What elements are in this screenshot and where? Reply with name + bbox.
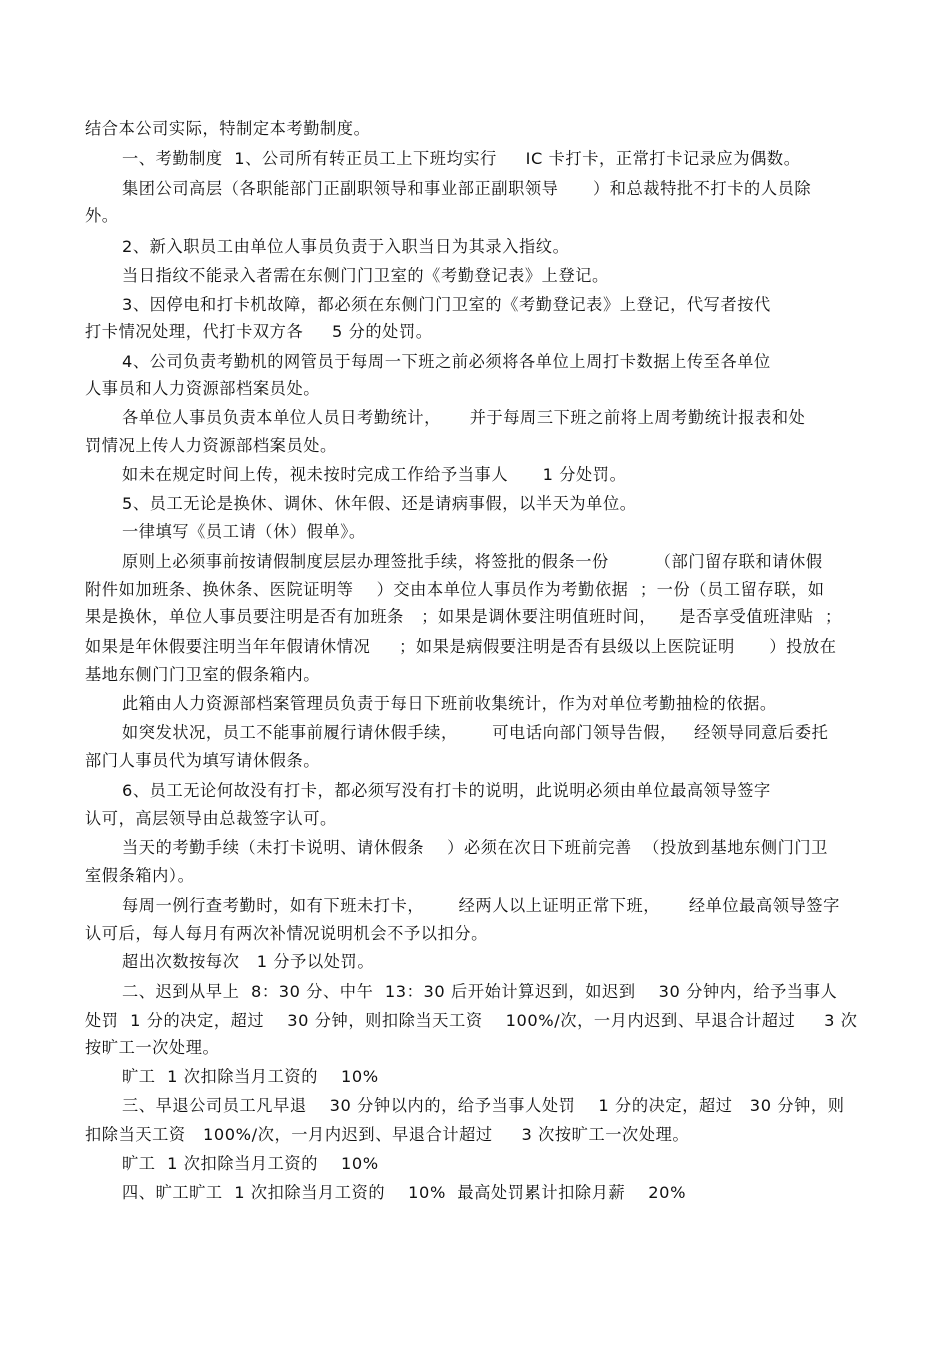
paragraph-line: 果是换休，单位人事员要注明是否有加班条 ；如果是调休要注明值班时间， 是否享受值班津贴 ；	[85, 607, 842, 626]
paragraph-line: 旷工 1 次扣除当月工资的 10%	[122, 1067, 379, 1086]
paragraph-line: 打卡情况处理，代打卡双方各 5 分的处罚。	[85, 322, 433, 341]
paragraph-line: 基地东侧门门卫室的假条箱内。	[85, 665, 321, 684]
paragraph-line: 附件如加班条、换休条、医院证明等 ）交由本单位人事员作为考勤依据 ；一份（员工留存联，如	[85, 580, 825, 599]
paragraph-line: 如果是年休假要注明当年年假请休情况 ；如果是病假要注明是否有县级以上医院证明 ）投放在	[85, 637, 837, 656]
paragraph-line: 如未在规定时间上传，视未按时完成工作给予当事人 1 分处罚。	[122, 465, 627, 484]
paragraph-line: 四、旷工旷工 1 次扣除当月工资的 10% 最高处罚累计扣除月薪 20%	[122, 1183, 687, 1202]
paragraph-line: 处罚 1 分的决定，超过 30 分钟，则扣除当天工资 100%/次，一月内迟到、早退合计超过 3 次	[85, 1011, 858, 1030]
paragraph-line: 室假条箱内）。	[85, 866, 195, 885]
paragraph-line: 如突发状况，员工不能事前履行请休假手续， 可电话向部门领导告假， 经领导同意后委托	[122, 723, 829, 742]
paragraph-line: 每周一例行查考勤时，如有下班未打卡， 经两人以上证明正常下班， 经单位最高领导签字	[122, 896, 840, 915]
paragraph-line: 旷工 1 次扣除当月工资的 10%	[122, 1154, 379, 1173]
paragraph-line: 一律填写《员工请（休）假单》。	[122, 522, 366, 541]
paragraph-line: 认可，高层领导由总裁签字认可。	[85, 809, 337, 828]
paragraph-line: 结合本公司实际，特制定本考勤制度。	[85, 119, 371, 138]
paragraph-line: 6、员工无论何故没有打卡，都必须写没有打卡的说明，此说明必须由单位最高领导签字	[122, 781, 771, 800]
paragraph-line: 一、考勤制度 1、公司所有转正员工上下班均实行 IC 卡打卡，正常打卡记录应为偶数。	[122, 149, 801, 168]
paragraph-line: 当日指纹不能录入者需在东侧门门卫室的《考勤登记表》上登记。	[122, 266, 609, 285]
paragraph-line: 认可后，每人每月有两次补情况说明机会不予以扣分。	[85, 924, 488, 943]
paragraph-line: 2、新入职员工由单位人事员负责于入职当日为其录入指纹。	[122, 237, 570, 256]
paragraph-line: 人事员和人力资源部档案员处。	[85, 379, 321, 398]
paragraph-line: 此箱由人力资源部档案管理员负责于每日下班前收集统计，作为对单位考勤抽检的依据。	[122, 694, 777, 713]
paragraph-line: 集团公司高层（各职能部门正副职领导和事业部正副职领导 ）和总裁特批不打卡的人员除	[122, 179, 812, 198]
paragraph-line: 部门人事员代为填写请休假条。	[85, 751, 321, 770]
paragraph-line: 三、早退公司员工凡早退 30 分钟以内的，给予当事人处罚 1 分的决定，超过 30 分钟，则	[122, 1096, 845, 1115]
paragraph-line: 4、公司负责考勤机的网管员于每周一下班之前必须将各单位上周打卡数据上传至各单位	[122, 352, 771, 371]
paragraph-line: 超出次数按每次 1 分予以处罚。	[122, 952, 375, 971]
paragraph-line: 各单位人事员负责本单位人员日考勤统计， 并于每周三下班之前将上周考勤统计报表和处	[122, 408, 806, 427]
paragraph-line: 3、因停电和打卡机故障，都必须在东侧门门卫室的《考勤登记表》上登记，代写者按代	[122, 295, 771, 314]
paragraph-line: 二、迟到从早上 8：30 分、中午 13：30 后开始计算迟到，如迟到 30 分钟内，给予当事人	[122, 982, 838, 1001]
paragraph-line: 扣除当天工资 100%/次，一月内迟到、早退合计超过 3 次按旷工一次处理。	[85, 1125, 690, 1144]
paragraph-line: 按旷工一次处理。	[85, 1038, 220, 1057]
paragraph-line: 外。	[85, 206, 119, 225]
paragraph-line: 原则上必须事前按请假制度层层办理签批手续，将签批的假条一份 （部门留存联和请休假	[122, 552, 823, 571]
paragraph-line: 罚情况上传人力资源部档案员处。	[85, 436, 337, 455]
paragraph-line: 5、员工无论是换休、调休、休年假、还是请病事假，以半天为单位。	[122, 494, 637, 513]
paragraph-line: 当天的考勤手续（未打卡说明、请休假条 ）必须在次日下班前完善 （投放到基地东侧门门卫	[122, 838, 828, 857]
